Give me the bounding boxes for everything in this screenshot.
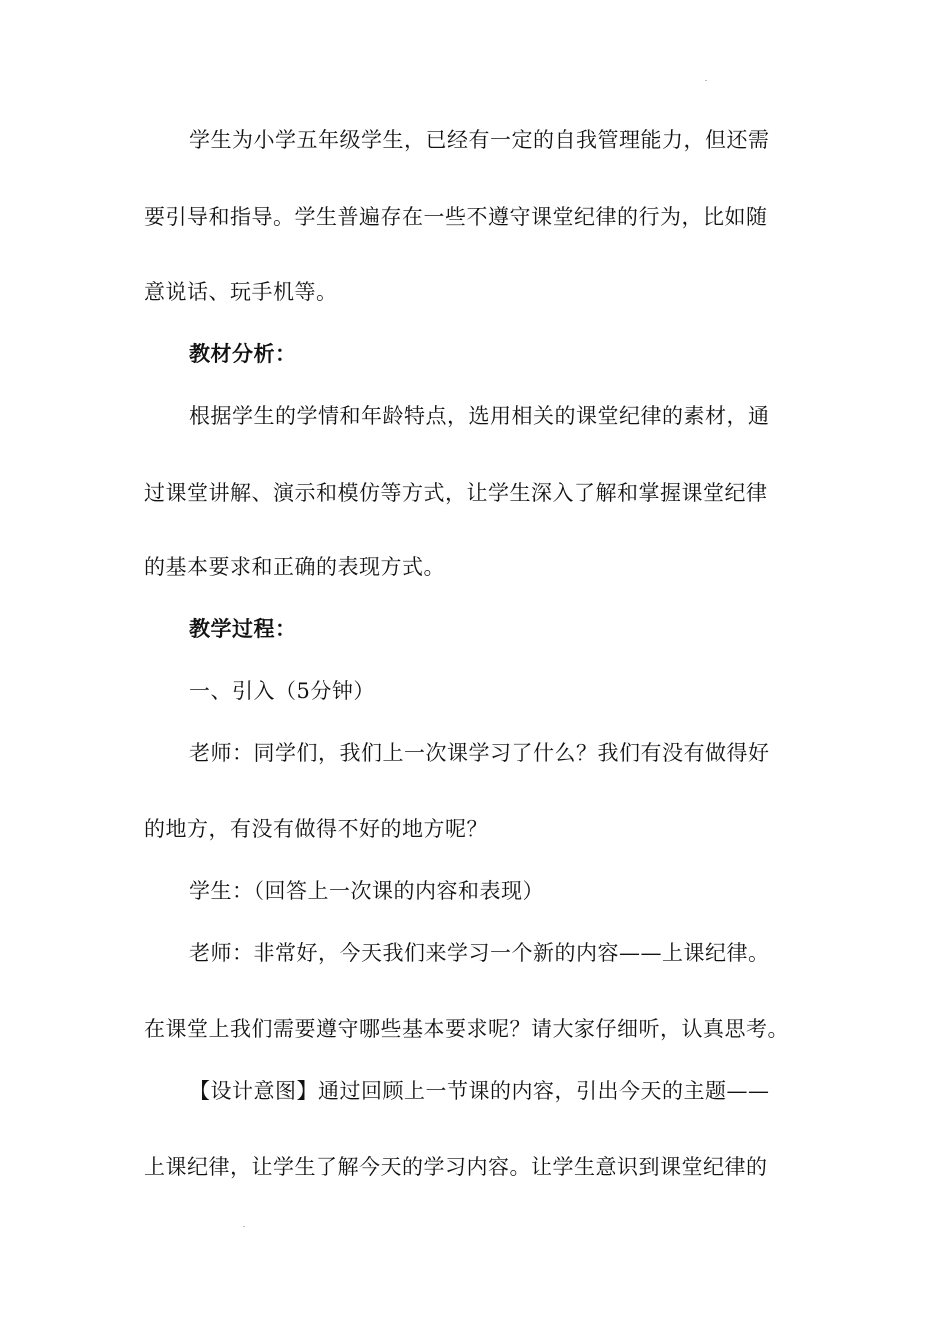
scan-speck (705, 80, 707, 81)
paragraph-line: 意说话、玩手机等。 (144, 280, 338, 304)
paragraph-line: 要引导和指导。学生普遍存在一些不遵守课堂纪律的行为，比如随 (144, 205, 768, 229)
design-intent-line: 【设计意图】通过回顾上一节课的内容，引出今天的主题—— (189, 1079, 770, 1103)
scan-speck (243, 1226, 245, 1227)
dialogue-line: 老师：非常好，今天我们来学习一个新的内容——上课纪律。 (189, 941, 770, 965)
section-heading: 教学过程： (189, 616, 297, 641)
design-intent-line: 上课纪律，让学生了解今天的学习内容。让学生意识到课堂纪律的 (144, 1155, 768, 1179)
dialogue-line: 的地方，有没有做得不好的地方呢？ (144, 817, 488, 841)
paragraph-line: 的基本要求和正确的表现方式。 (144, 555, 445, 579)
dialogue-line: 在课堂上我们需要遵守哪些基本要求呢？请大家仔细听，认真思考。 (144, 1017, 789, 1041)
dialogue-line: 学生：（回答上一次课的内容和表现） (189, 879, 544, 903)
paragraph-line: 学生为小学五年级学生，已经有一定的自我管理能力，但还需 (189, 128, 770, 152)
paragraph-line: 根据学生的学情和年龄特点，选用相关的课堂纪律的素材，通 (189, 404, 770, 428)
dialogue-line: 老师：同学们，我们上一次课学习了什么？我们有没有做得好 (189, 741, 770, 765)
paragraph-line: 过课堂讲解、演示和模仿等方式，让学生深入了解和掌握课堂纪律 (144, 481, 768, 505)
section-heading: 教材分析： (189, 341, 297, 366)
subsection-heading: 一、引入（5分钟） (189, 679, 375, 703)
